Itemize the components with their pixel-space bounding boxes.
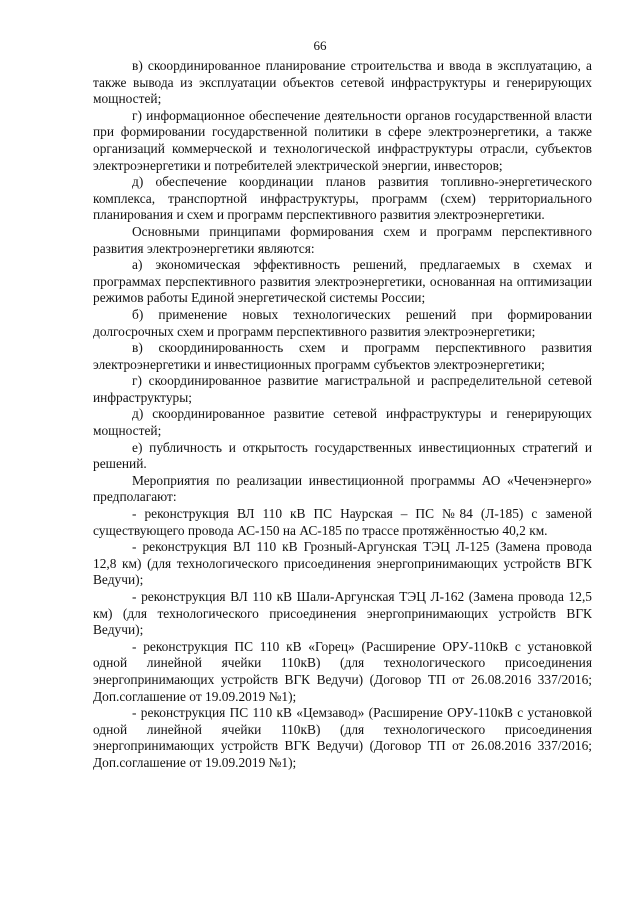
list-item-measure: - реконструкция ВЛ 110 кВ ПС Наурская – ПС №84 (Л-185) с заменой существующего провода АС-150 на АС-185 по трассе протяжённостью 40,2 км.	[93, 506, 592, 538]
paragraph-principles-heading: Основными принципами формирования схем и программ перспективного развития электроэнергетики являются:	[93, 223, 592, 256]
list-item-measure: - реконструкция ВЛ 110 кВ Грозный-Аргунская ТЭЦ Л-125 (Замена провода 12,8 км) (для технологического присоединения энергопринимающих устройств ВГК Ведучи);	[93, 539, 592, 588]
list-item-measure: - реконструкция ВЛ 110 кВ Шали-Аргунская ТЭЦ Л-162 (Замена провода 12,5 км) (для технологического присоединения энергопринимающих устройств ВГК Ведучи);	[93, 589, 592, 638]
list-item-measure: - реконструкция ПС 110 кВ «Цемзавод» (Расширение ОРУ-110кВ с установкой одной линейной ячейки 110кВ) (для технологического присоединения энергопринимающих устройств ВГК Ведучи) (Договор ТП от 26.08.2016 337/2016; Доп.соглашение от 19.09.2019 №1);	[93, 705, 592, 770]
paragraph-information-support: г) информационное обеспечение деятельности органов государственной власти при формировании государственной политики в сфере электроэнергетики, а также организаций коммерческой и технологической инфраструктуры отрасли, субъектов электроэнергетики и потребителей электрической энергии, инвесторов;	[93, 107, 592, 173]
document-body	[93, 58, 592, 772]
page-number: 66	[313, 38, 327, 53]
paragraph-principle-d: г) скоординированное развитие магистральной и распределительной сетевой инфраструктуры;	[93, 373, 592, 405]
paragraph-plan-coordination: д) обеспечение координации планов развития топливно-энергетического комплекса, транспортной инфраструктуры, программ (схем) территориального планирования и схем и программ перспективного развития электроэнергетики.	[93, 174, 592, 223]
list-item-measure: - реконструкция ПС 110 кВ «Горец» (Расширение ОРУ-110кВ с установкой одной линейной ячейки 110кВ) (для технологического присоединения энергопринимающих устройств ВГК Ведучи) (Договор ТП от 26.08.2016 337/2016; Доп.соглашение от 19.09.2019 №1);	[93, 638, 592, 704]
paragraph-measures-heading: Мероприятия по реализации инвестиционной программы АО «Чеченэнерго» предполагают:	[93, 472, 592, 505]
paragraph-planning-coordination: в) скоординированное планирование строительства и ввода в эксплуатацию, а также вывода из эксплуатации объектов сетевой инфраструктуры и генерирующих мощностей;	[93, 58, 592, 107]
paragraph-principle-c: в) скоординированность схем и программ перспективного развития электроэнергетики и инвестиционных программ субъектов электроэнергетики;	[93, 340, 592, 372]
paragraph-principle-f: е) публичность и открытость государственных инвестиционных стратегий и решений.	[93, 439, 592, 472]
paragraph-principle-b: б) применение новых технологических решений при формировании долгосрочных схем и программ перспективного развития электроэнергетики;	[93, 306, 592, 339]
paragraph-principle-a: а) экономическая эффективность решений, предлагаемых в схемах и программах перспективного развития электроэнергетики, основанная на оптимизации режимов работы Единой энергетической системы России;	[93, 257, 592, 306]
paragraph-principle-e: д) скоординированное развитие сетевой инфраструктуры и генерирующих мощностей;	[93, 406, 592, 439]
